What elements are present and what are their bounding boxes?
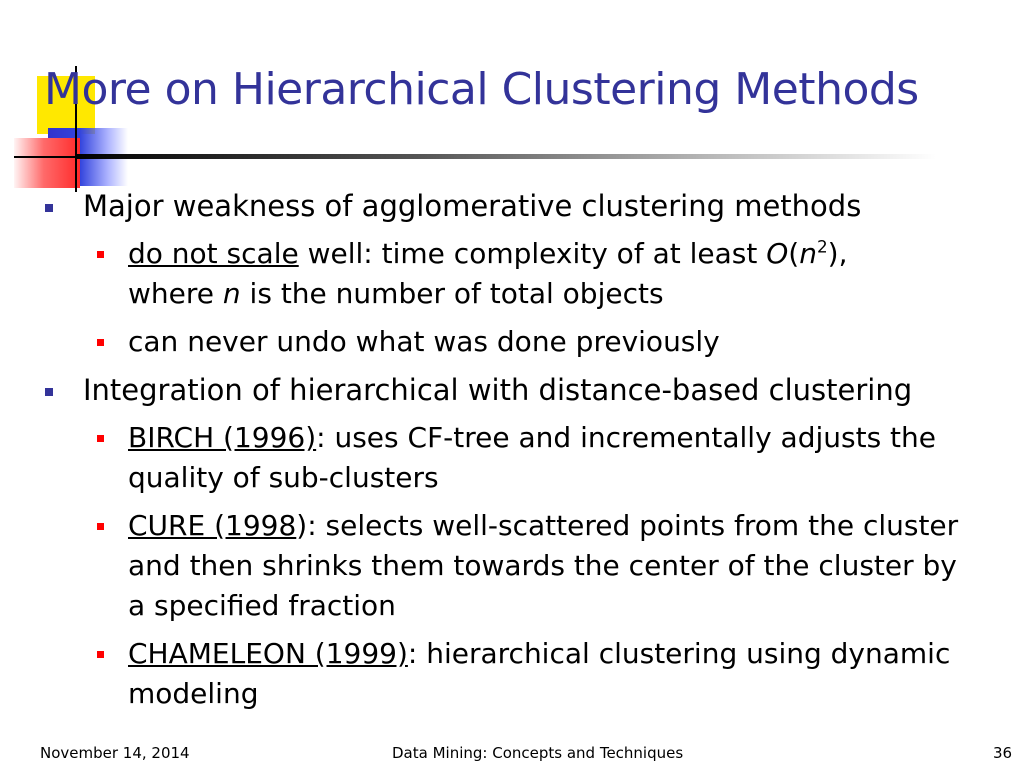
do-not-scale-link[interactable]: do not scale xyxy=(128,237,299,270)
paren-close: ), xyxy=(827,237,848,270)
square-bullet-icon xyxy=(45,204,53,212)
subbullet-birch xyxy=(0,418,978,498)
square-bullet-icon xyxy=(97,435,104,442)
slide-content xyxy=(0,186,1024,722)
paren-open: ( xyxy=(788,237,800,270)
square-bullet-icon xyxy=(97,523,104,530)
page-number: 36 xyxy=(993,744,1013,762)
square-bullet-icon xyxy=(45,388,53,396)
birch-link[interactable]: BIRCH (1996) xyxy=(128,421,317,454)
subbullet-text: is the number of total objects xyxy=(240,277,664,310)
footer-date: November 14, 2014 xyxy=(40,744,190,762)
subbullet-text: : hierarchical clustering using dynamic modeling xyxy=(128,637,951,710)
square-bullet-icon xyxy=(97,251,104,258)
slide-title: More on Hierarchical Clustering Methods xyxy=(44,64,919,115)
subbullet-no-undo xyxy=(0,322,978,362)
square-bullet-icon xyxy=(97,339,104,346)
subbullet-text: well: time complexity of at least xyxy=(298,237,767,270)
bullet-integration xyxy=(0,370,1024,410)
square-bullet-icon xyxy=(97,651,104,658)
bullet-text: Integration of hierarchical with distance-based clustering xyxy=(83,373,913,407)
var-n: n xyxy=(222,277,241,310)
cure-link[interactable]: CURE (1998 xyxy=(128,509,297,542)
subbullet-text: ): selects well-scattered points from the cluster and then shrinks them towards the center of the cluster by a specified fraction xyxy=(128,509,959,622)
subbullet-text: can never undo what was done previously xyxy=(128,325,720,358)
subbullet-text: : uses CF-tree and incrementally adjusts the quality of sub-clusters xyxy=(128,421,937,494)
subbullet-cure xyxy=(0,506,978,626)
subbullet-scalability xyxy=(0,234,978,314)
big-o-symbol: O xyxy=(766,237,789,270)
subbullet-chameleon xyxy=(0,634,978,714)
bullet-text: Major weakness of agglomerative clustering methods xyxy=(83,189,862,223)
var-n: n xyxy=(799,237,817,270)
bullet-agglomerative-weakness xyxy=(0,186,1024,226)
chameleon-link[interactable]: CHAMELEON (1999) xyxy=(128,637,408,670)
exponent: 2 xyxy=(816,236,828,257)
footer-title: Data Mining: Concepts and Techniques xyxy=(392,744,684,762)
subbullet-text: where xyxy=(128,277,223,310)
title-underline-rule xyxy=(76,154,936,159)
decor-red-square xyxy=(14,138,80,188)
